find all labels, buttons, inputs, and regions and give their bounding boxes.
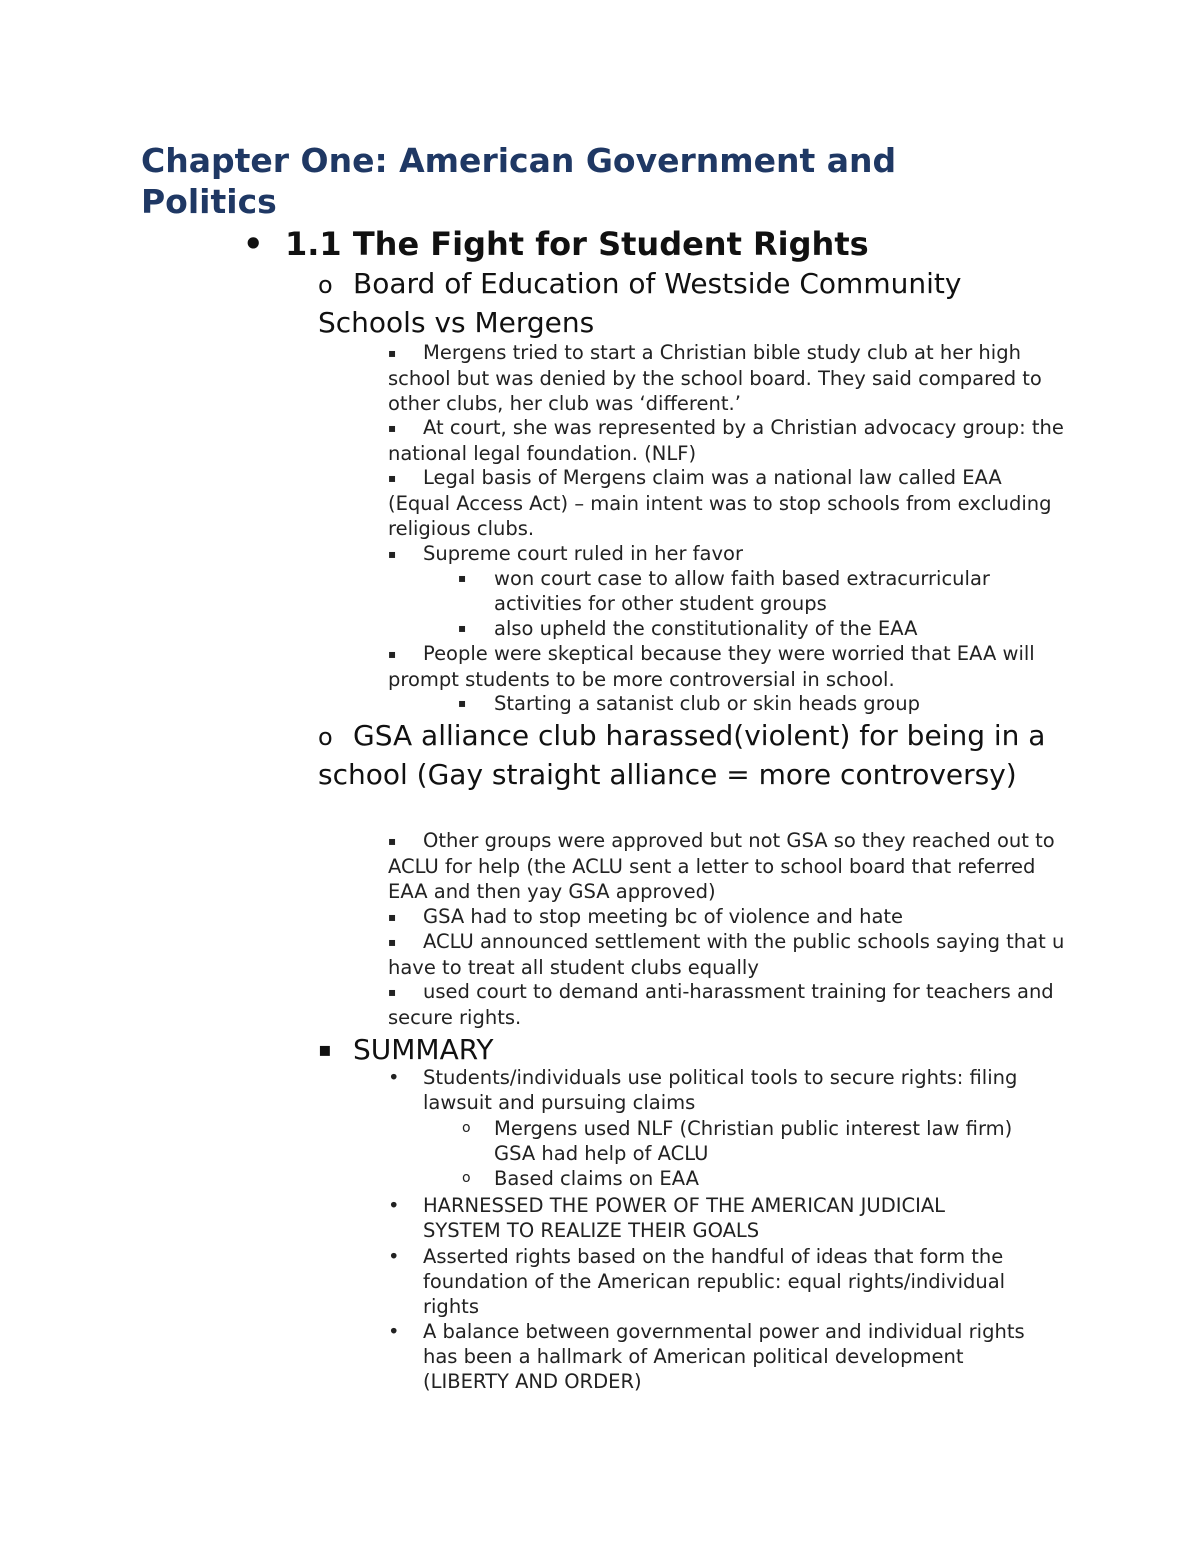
square-bullet: ▪ [388,346,397,360]
summary-item-text: A balance between governmental power and individual rights has been a hallmark of American political development (LIBERTY AND ORDER) [423,1320,1025,1393]
summary-heading-text: SUMMARY [353,1033,494,1066]
ruling-subpoint [458,616,1058,641]
case2-point-text: GSA had to stop meeting bc of violence and hate [423,905,904,928]
square-bullet: ▪ [388,647,397,661]
round-bullet: • [388,1066,400,1089]
square-bullet: ▪ [458,696,467,710]
case1-point [388,465,1068,541]
case2-point-text: used court to demand anti-harassment training for teachers and secure rights. [388,980,1054,1029]
case2-point [388,929,1068,980]
summary-item [388,1244,1038,1319]
summary-subitem [458,1116,1058,1166]
case1-point-text: Mergens tried to start a Christian bible study club at her high school but was denied by the school board. They said compared to other clubs, her club was ‘different.’ [388,341,1042,415]
square-bullet: ▪ [388,985,397,999]
square-bullet: ▪ [388,421,397,435]
summary-item-text: Asserted rights based on the handful of ideas that form the foundation of the American republic: equal rights/individual rights [423,1245,1006,1318]
round-bullet: • [388,1320,400,1343]
summary-item [388,1319,1038,1394]
summary-item [388,1065,1048,1115]
case2-point-text: ACLU announced settlement with the public schools saying that u have to treat all student clubs equally [388,930,1065,979]
skeptic-subpoint [458,691,1058,716]
case2-heading [318,717,1068,794]
case2-point [388,904,1068,930]
skeptic-point-text: People were skeptical because they were worried that EAA will prompt students to be more controversial in school. [388,642,1035,691]
ruling-subpoint [458,566,1058,616]
square-bullet: ▪ [388,910,397,924]
circle-marker: o [318,723,333,751]
square-bullet: ▪ [458,571,467,585]
square-bullet: ▪ [388,547,397,561]
square-bullet: ▪ [458,621,467,635]
circle-marker: o [318,271,333,299]
square-bullet: ▪ [388,471,397,485]
summary-subitem-text: Mergens used NLF (Christian public interest law firm) GSA had help of ACLU [494,1117,1013,1165]
summary-item-text: Students/individuals use political tools to secure rights: filing lawsuit and pursuing claims [423,1066,1018,1114]
chapter-title: Chapter One: American Government and Politics [141,141,897,221]
skeptic-subpoint-text: Starting a satanist club or skin heads group [494,692,920,715]
case1-point [388,415,1068,466]
case1-point [388,340,1068,416]
summary-item-text: HARNESSED THE POWER OF THE AMERICAN JUDICIAL SYSTEM TO REALIZE THEIR GOALS [423,1194,946,1242]
case1-point [388,541,1068,567]
case1-point-text: Supreme court ruled in her favor [423,542,743,565]
case2-point [388,828,1068,904]
ruling-subpoint-text: won court case to allow faith based extracurricular activities for other student groups [494,567,990,615]
case2-point [388,979,1068,1030]
round-bullet: • [388,1245,400,1268]
square-bullet: ▪ [388,935,397,949]
case1-heading [318,265,1058,342]
summary-heading [318,1030,1018,1069]
summary-subitem [458,1166,1058,1191]
summary-item [388,1193,1028,1243]
round-bullet: • [388,1194,400,1217]
square-bullet: ▪ [388,834,397,848]
section-bullet: • [243,225,264,263]
section-label: 1.1 The Fight for Student Rights [285,225,869,263]
summary-subitem-text: Based claims on EAA [494,1167,699,1190]
circle-bullet: o [462,1120,471,1136]
square-marker: ▪ [318,1037,332,1061]
case2-point-text: Other groups were approved but not GSA so they reached out to ACLU for help (the ACLU sent a letter to school board that referred EAA and then yay GSA approved) [388,829,1055,903]
case2-heading-text: GSA alliance club harassed(violent) for being in a school (Gay straight alliance = more controversy) [318,719,1046,791]
case1-point-text: Legal basis of Mergens claim was a national law called EAA (Equal Access Act) – main intent was to stop schools from excluding religious clubs. [388,466,1052,540]
case1-point-text: At court, she was represented by a Christian advocacy group: the national legal foundation. (NLF) [388,416,1064,465]
case1-heading-text: Board of Education of Westside Community Schools vs Mergens [318,267,962,339]
circle-bullet: o [462,1170,471,1186]
case1-point [388,641,1068,692]
ruling-subpoint-text: also upheld the constitutionality of the EAA [494,617,918,640]
